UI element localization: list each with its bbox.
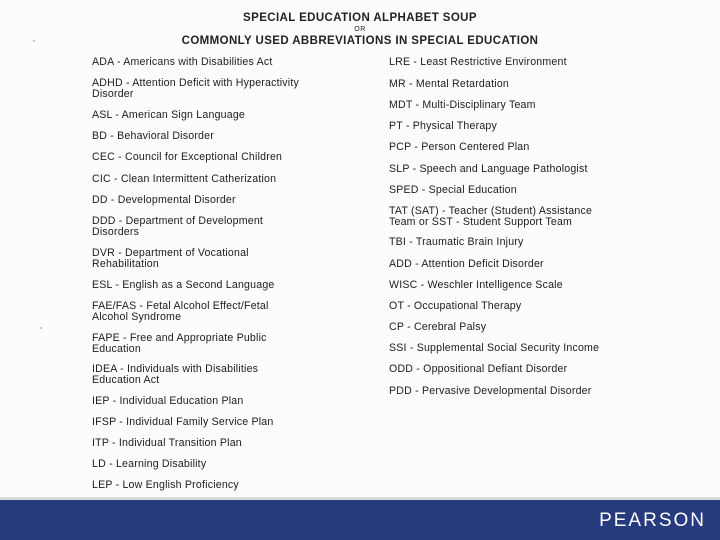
abbreviation-entry xyxy=(389,343,679,354)
abbreviation-entry xyxy=(389,142,679,153)
abbreviation-entry xyxy=(389,164,679,175)
abbreviation-entry xyxy=(92,57,382,68)
abbreviation-line: DD - Developmental Disorder xyxy=(92,194,236,206)
abbreviation-line: SLP - Speech and Language Pathologist xyxy=(389,163,588,175)
abbreviation-entry xyxy=(389,280,679,291)
abbreviation-entry xyxy=(92,301,382,323)
abbreviation-line: FAPE - Free and Appropriate Public xyxy=(92,332,267,344)
abbreviation-entry xyxy=(92,333,382,355)
abbreviation-entry xyxy=(92,438,382,449)
scan-speck xyxy=(40,327,42,329)
abbreviation-entry xyxy=(389,364,679,375)
abbreviation-entry xyxy=(92,195,382,206)
abbreviation-entry xyxy=(92,174,382,185)
abbreviation-line: DDD - Department of Development xyxy=(92,215,264,227)
abbreviation-line: ESL - English as a Second Language xyxy=(92,279,275,291)
abbreviation-line: IDEA - Individuals with Disabilities xyxy=(92,363,259,375)
abbreviation-line: LRE - Least Restrictive Environment xyxy=(389,56,567,68)
abbreviation-entry xyxy=(92,459,382,470)
abbreviation-entry xyxy=(389,301,679,312)
abbreviation-line: ADHD - Attention Deficit with Hyperactivity xyxy=(92,77,299,89)
abbreviation-continuation: Rehabilitation xyxy=(92,258,159,270)
abbreviation-line: MDT - Multi-Disciplinary Team xyxy=(389,99,536,111)
abbreviation-line: PCP - Person Centered Plan xyxy=(389,141,530,153)
abbreviation-entry xyxy=(92,248,382,270)
title-connector: OR xyxy=(354,26,366,33)
abbreviation-entry xyxy=(92,364,382,386)
abbreviation-entry xyxy=(92,110,382,121)
abbreviation-entry xyxy=(389,206,679,228)
abbreviation-entry xyxy=(92,152,382,163)
abbreviation-entry xyxy=(92,480,382,491)
abbreviation-line: SSI - Supplemental Social Security Income xyxy=(389,342,600,354)
abbreviation-entry xyxy=(92,78,382,100)
abbreviation-continuation: Education xyxy=(92,343,141,355)
abbreviation-entry xyxy=(389,259,679,270)
abbreviation-line: PT - Physical Therapy xyxy=(389,120,498,132)
page-subtitle: COMMONLY USED ABBREVIATIONS IN SPECIAL EDUCATION xyxy=(181,35,539,47)
abbreviation-line: SPED - Special Education xyxy=(389,184,517,196)
abbreviation-entry xyxy=(389,100,679,111)
abbreviation-continuation: Education Act xyxy=(92,374,160,386)
abbreviation-line: FAE/FAS - Fetal Alcohol Effect/Fetal xyxy=(92,300,269,312)
pearson-logo: PEARSON xyxy=(599,510,706,531)
abbreviation-line: ASL - American Sign Language xyxy=(92,109,246,121)
abbreviation-entry xyxy=(389,185,679,196)
abbreviation-line: BD - Behavioral Disorder xyxy=(92,130,214,142)
abbreviation-line: LEP - Low English Proficiency xyxy=(92,479,239,491)
page-title: SPECIAL EDUCATION ALPHABET SOUP xyxy=(243,12,477,24)
scan-speck xyxy=(33,40,35,42)
abbreviation-line: CIC - Clean Intermittent Catherization xyxy=(92,173,277,185)
abbreviation-continuation: Team or SST - Student Support Team xyxy=(389,216,573,228)
abbreviation-line: IEP - Individual Education Plan xyxy=(92,395,244,407)
abbreviation-line: PDD - Pervasive Developmental Disorder xyxy=(389,385,592,397)
abbreviation-line: LD - Learning Disability xyxy=(92,458,207,470)
abbreviation-line: CP - Cerebral Palsy xyxy=(389,321,487,333)
abbreviation-line: ODD - Oppositional Defiant Disorder xyxy=(389,363,568,375)
abbreviation-entry xyxy=(92,280,382,291)
abbreviation-continuation: Disorder xyxy=(92,88,134,100)
abbreviation-entry xyxy=(92,396,382,407)
abbreviation-line: DVR - Department of Vocational xyxy=(92,247,249,259)
abbreviation-entry xyxy=(92,216,382,238)
abbreviation-line: WISC - Weschler Intelligence Scale xyxy=(389,279,563,291)
abbreviation-line: ADD - Attention Deficit Disorder xyxy=(389,258,544,270)
abbreviation-line: CEC - Council for Exceptional Children xyxy=(92,151,283,163)
abbreviation-entry xyxy=(389,386,679,397)
abbreviation-continuation: Alcohol Syndrome xyxy=(92,311,182,323)
abbreviation-continuation: Disorders xyxy=(92,226,140,238)
abbreviation-entry xyxy=(389,79,679,90)
abbreviation-line: TBI - Traumatic Brain Injury xyxy=(389,236,524,248)
abbreviation-entry xyxy=(92,417,382,428)
abbreviation-line: OT - Occupational Therapy xyxy=(389,300,522,312)
abbreviation-line: IFSP - Individual Family Service Plan xyxy=(92,416,274,428)
abbreviation-entry xyxy=(389,322,679,333)
abbreviation-entry xyxy=(389,237,679,248)
abbreviation-entry xyxy=(92,131,382,142)
abbreviation-line: TAT (SAT) - Teacher (Student) Assistance xyxy=(389,205,593,217)
abbreviation-entry xyxy=(389,57,679,68)
abbreviation-line: MR - Mental Retardation xyxy=(389,78,509,90)
abbreviation-entry xyxy=(389,121,679,132)
abbreviation-line: ITP - Individual Transition Plan xyxy=(92,437,242,449)
abbreviation-line: ADA - Americans with Disabilities Act xyxy=(92,56,273,68)
